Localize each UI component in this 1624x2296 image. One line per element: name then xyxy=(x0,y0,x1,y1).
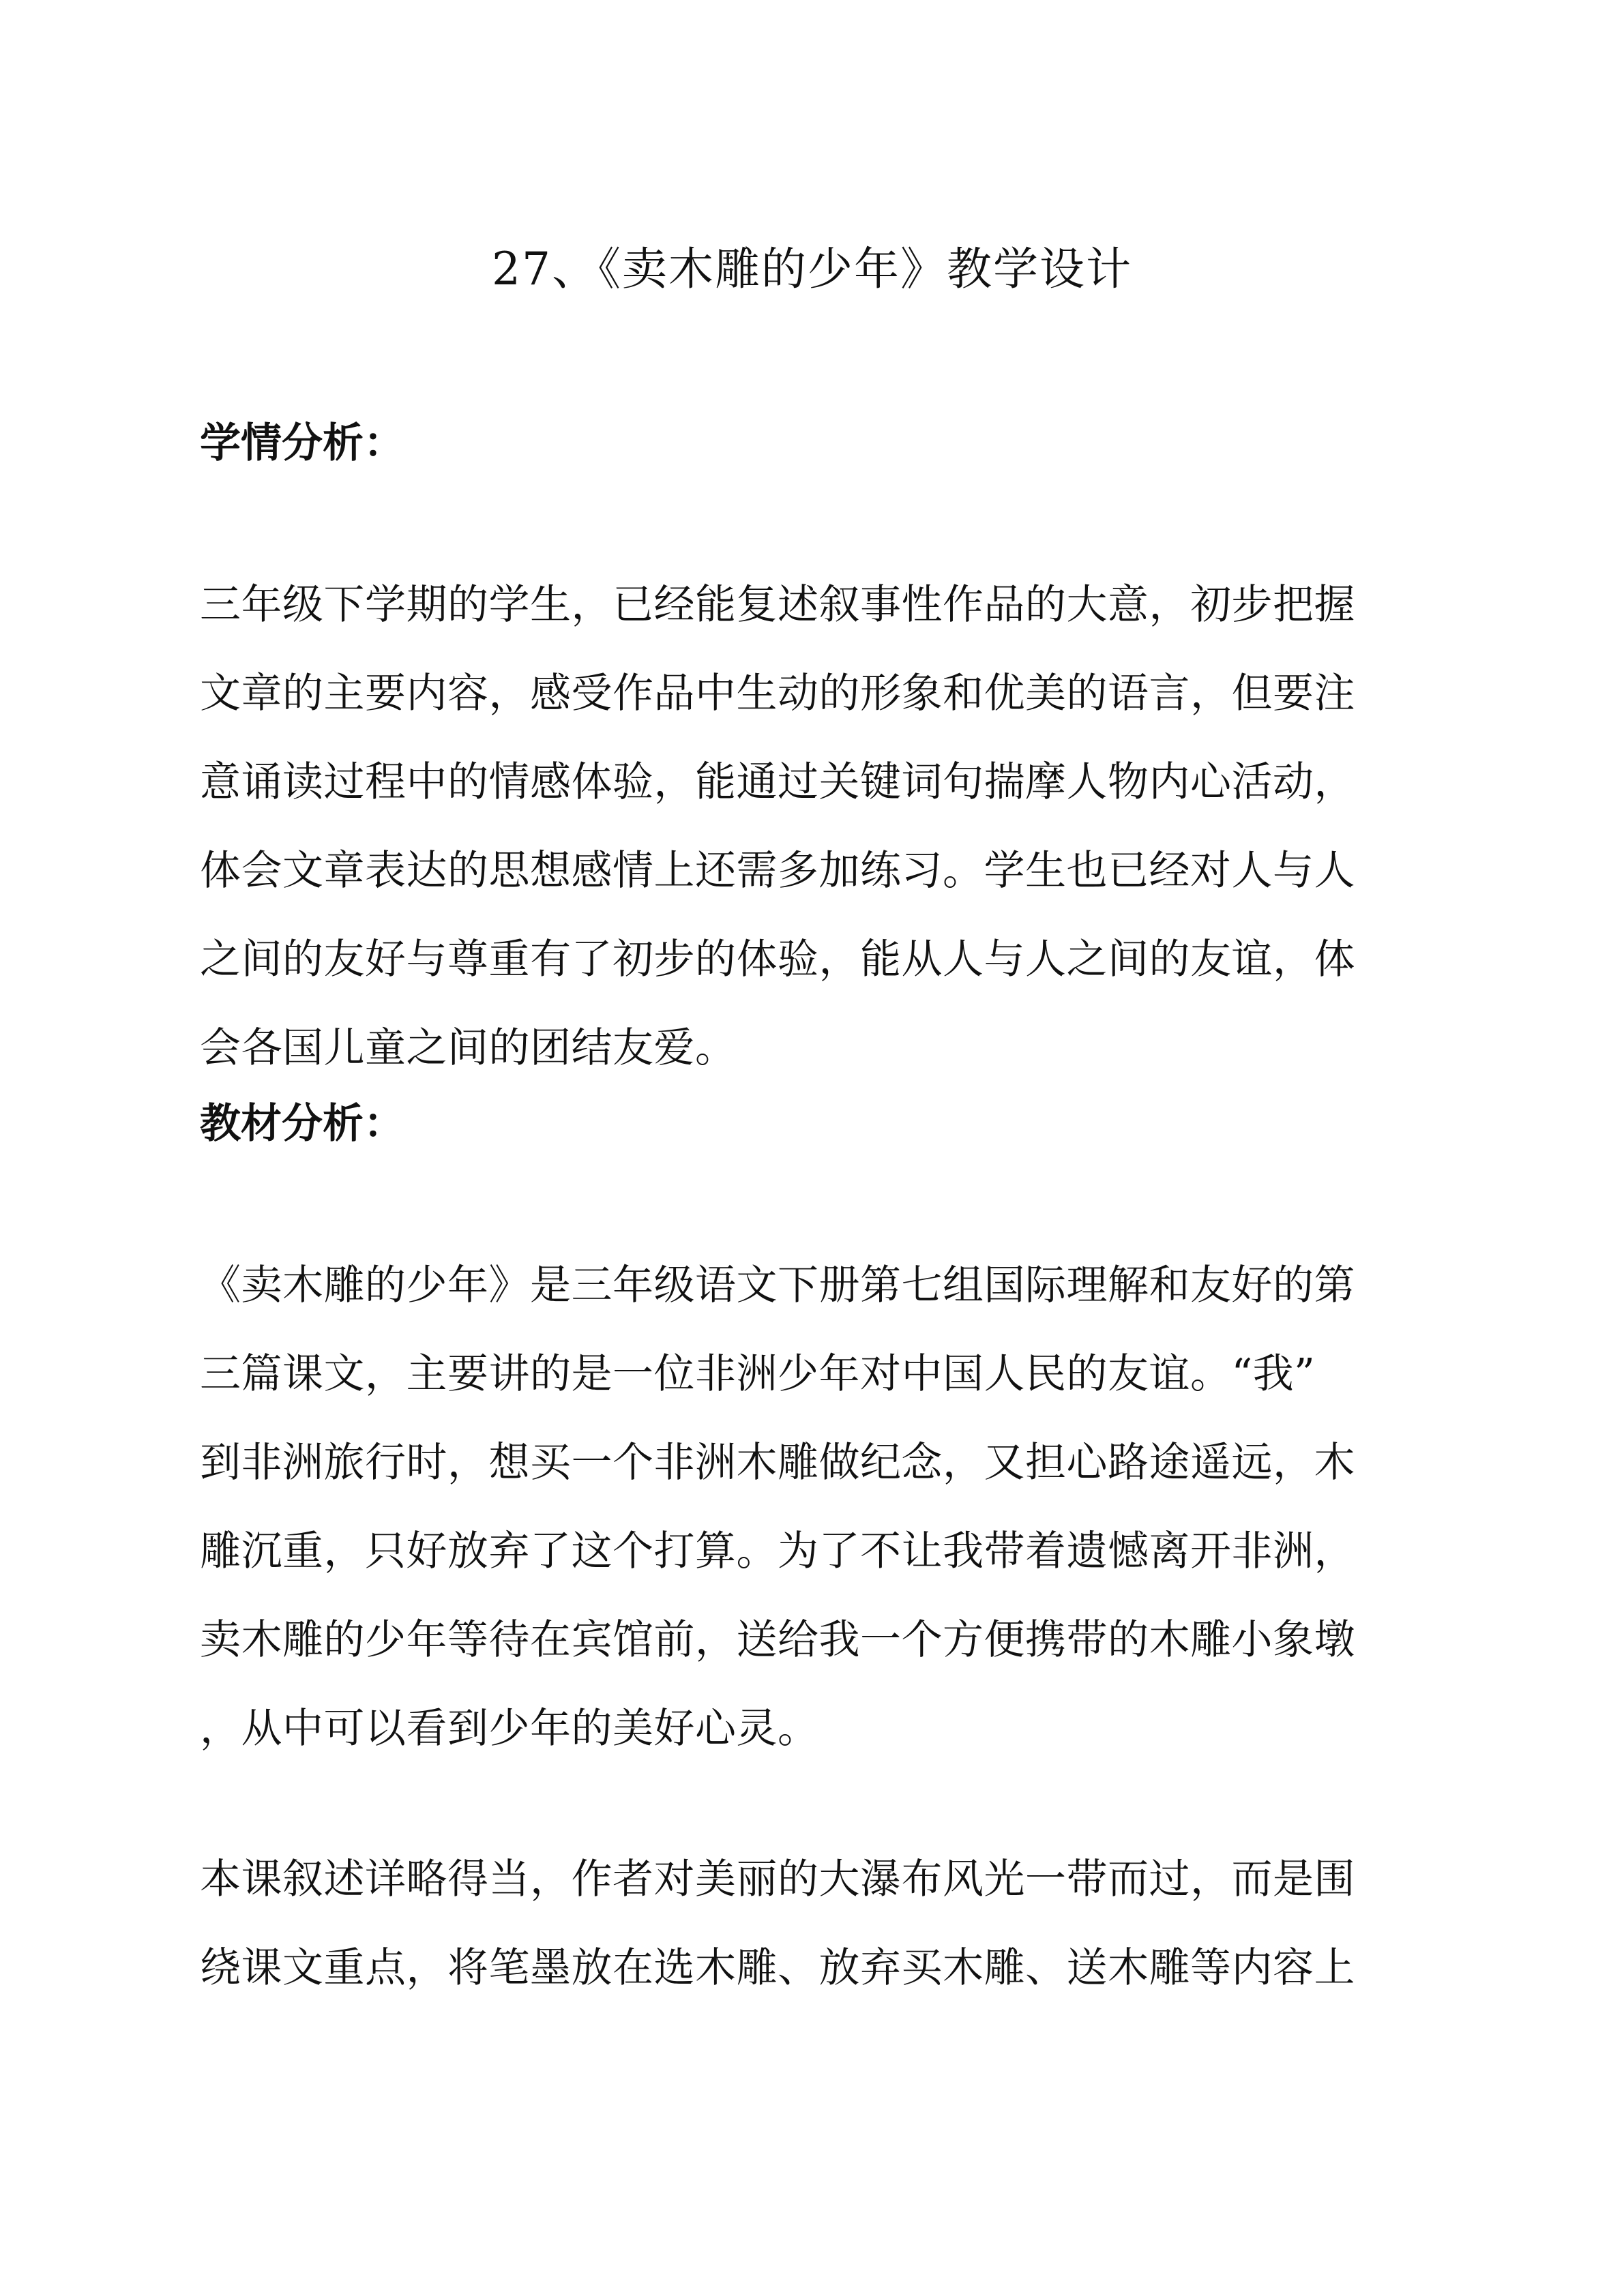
paragraph-line: 绕课文重点，将笔墨放在选木雕、放弃买木雕、送木雕等内容上 xyxy=(200,1944,1355,1992)
paragraph-line: 本课叙述详略得当，作者对美丽的大瀑布风光一带而过，而是围 xyxy=(200,1855,1355,1903)
paragraph-line: 体会文章表达的思想感情上还需多加练习。学生也已经对人与人 xyxy=(200,847,1355,895)
paragraph-line: 《卖木雕的少年》是三年级语文下册第七组国际理解和友好的第 xyxy=(200,1262,1355,1309)
section-heading-student-analysis: 学情分析： xyxy=(200,419,404,467)
document-title: 27、《卖木雕的少年》教学设计 xyxy=(492,243,1132,295)
paragraph-line: 会各国儿童之间的团结友爱。 xyxy=(200,1024,737,1072)
paragraph-line: 意诵读过程中的情感体验，能通过关键词句揣摩人物内心活动， xyxy=(200,758,1355,806)
paragraph-line: 到非洲旅行时，想买一个非洲木雕做纪念，又担心路途遥远，木 xyxy=(200,1439,1355,1487)
paragraph-line: 三年级下学期的学生，已经能复述叙事性作品的大意，初步把握 xyxy=(200,581,1355,629)
paragraph-line: 雕沉重，只好放弃了这个打算。为了不让我带着遗憾离开非洲， xyxy=(200,1527,1355,1575)
paragraph-line: 卖木雕的少年等待在宾馆前，送给我一个方便携带的木雕小象墩 xyxy=(200,1616,1355,1664)
paragraph-line: 之间的友好与尊重有了初步的体验，能从人与人之间的友谊，体 xyxy=(200,936,1355,983)
paragraph-line: ，从中可以看到少年的美好心灵。 xyxy=(200,1705,819,1753)
paragraph-line: 文章的主要内容，感受作品中生动的形象和优美的语言，但要注 xyxy=(200,670,1355,717)
section-heading-material-analysis: 教材分析： xyxy=(200,1100,404,1148)
paragraph-line: 三篇课文，主要讲的是一位非洲少年对中国人民的友谊。“我” xyxy=(200,1350,1316,1398)
